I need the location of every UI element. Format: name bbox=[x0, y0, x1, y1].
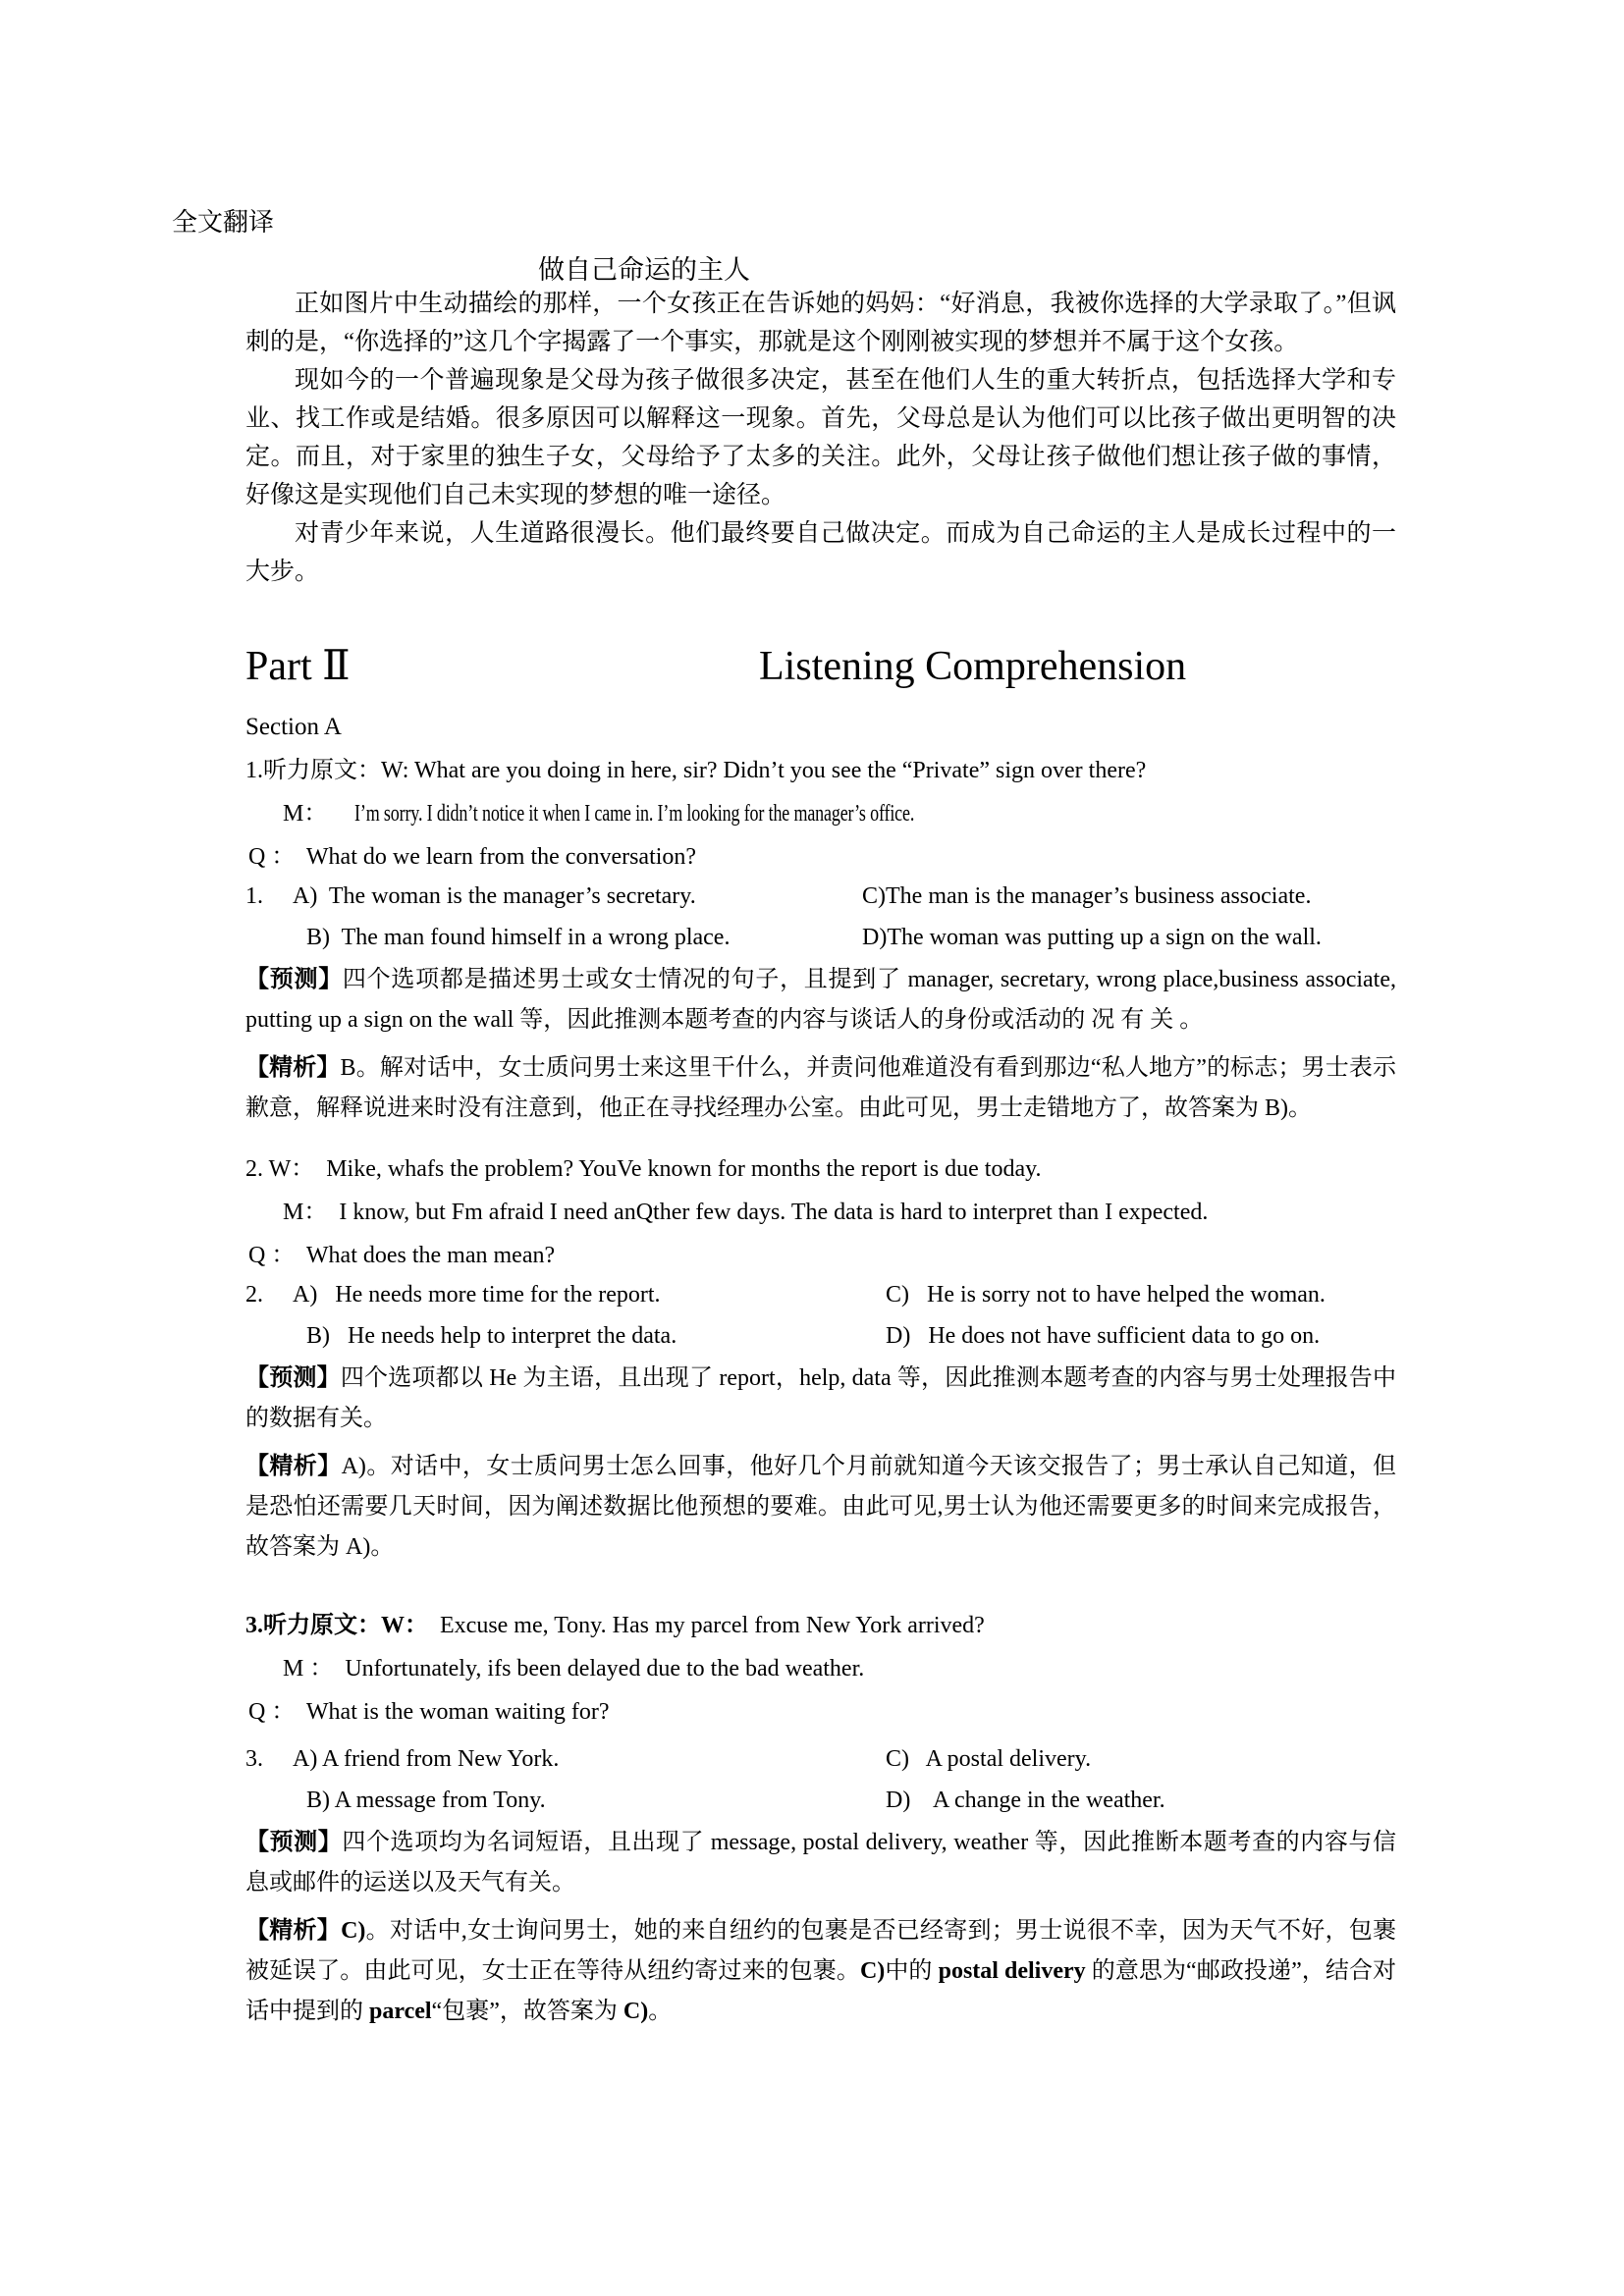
section-a-label: Section A bbox=[245, 714, 342, 740]
q3-analysis bbox=[245, 1911, 1396, 2032]
q3-option-b: B) A message from Tony. bbox=[306, 1788, 546, 1813]
q1-option-d: D)The woman was putting up a sign on the wall. bbox=[862, 925, 1322, 950]
q3-analysis-text-1: 。对话中,女士询问男士，她的来自纽约的包裹是否已经寄到；男士说很不幸，因为天气不好，包裹被延误了。由此可见，女士正在等待从纽约寄过来的包裹。 bbox=[245, 1918, 1397, 1984]
q3-number: 3. bbox=[245, 1746, 263, 1772]
part-title: Listening Comprehension bbox=[759, 644, 1187, 689]
q1-man-text: I’m sorry. I didn’t notice it when I came in. I’m looking for the manager’s office. bbox=[354, 801, 915, 827]
analysis-label: 【精析】 bbox=[245, 1454, 342, 1479]
q3-analysis-text-5: 。 bbox=[648, 1999, 673, 2024]
q3-transcript-text: Excuse me, Tony. Has my parcel from New York arrived? bbox=[428, 1613, 985, 1638]
q3-man-line: M ： Unfortunately, ifs been delayed due to the bad weather. bbox=[283, 1656, 865, 1682]
q3-analysis-keyword-postal-delivery: postal delivery bbox=[938, 1958, 1086, 1984]
q1-prediction bbox=[245, 960, 1396, 1041]
q2-question-line: Q ： What does the man mean? bbox=[248, 1243, 556, 1268]
q1-option-c: C)The man is the manager’s business associate. bbox=[862, 883, 1312, 909]
q1-transcript-line bbox=[245, 756, 1396, 785]
q3-option-d: D) A change in the weather. bbox=[886, 1788, 1165, 1813]
q2-option-b: B) He needs help to interpret the data. bbox=[306, 1323, 677, 1349]
q1-prediction-text: 四个选项都是描述男士或女士情况的句子，且提到了 manager, secretary, wrong place,business associate, putting up a sign on the wall 等，因此推测本题考查的内容与谈话人的身份或活动的 况 有 关 。 bbox=[245, 967, 1396, 1033]
q3-analysis-answer: C) bbox=[341, 1918, 366, 1944]
q1-analysis-text: B。解对话中，女士质问男士来这里干什么，并责问他难道没有看到那边“私人地方”的标志；男士表示歉意，解释说进来时没有注意到，他正在寻找经理办公室。由此可见，男士走错地方了，故答案为 B)。 bbox=[245, 1055, 1396, 1121]
q3-analysis-text-2: 中的 bbox=[885, 1958, 939, 1984]
q3-analysis-keyword-parcel: parcel bbox=[369, 1999, 432, 2024]
q3-prediction bbox=[245, 1823, 1396, 1903]
q2-options-row-1 bbox=[245, 1280, 1396, 1309]
q2-option-d: D) He does not have sufficient data to go on. bbox=[886, 1323, 1321, 1349]
q3-prediction-text: 四个选项均为名词短语，且出现了 message, postal delivery, weather 等，因此推断本题考查的内容与信息或邮件的运送以及天气有关。 bbox=[245, 1830, 1397, 1896]
q1-number-spacer bbox=[245, 923, 293, 952]
q2-analysis-text: A)。对话中，女士质问男士怎么回事，他好几个月前就知道今天该交报告了；男士承认自己知道，但是恐怕还需要几天时间，因为阐述数据比他预想的要难。由此可见,男士认为他还需要更多的时间来完成报告，故答案为 A)。 bbox=[245, 1454, 1396, 1560]
translation-paragraph-3: 对青少年来说，人生道路很漫长。他们最终要自己做决定。而成为自己命运的主人是成长过程中的一大步。 bbox=[245, 520, 1396, 585]
q3-option-c: C) A postal delivery. bbox=[886, 1746, 1092, 1772]
q3-transcript-label: 3.听力原文：W： bbox=[245, 1613, 428, 1638]
q2-options-row-2 bbox=[245, 1321, 1396, 1351]
q1-man-line bbox=[245, 799, 1396, 828]
q3-analysis-text-3: 的意思为“邮政投递”，结合对话中提到的 bbox=[245, 1958, 1397, 2024]
q3-analysis-answer: C) bbox=[859, 1958, 886, 1984]
q3-options-row-1 bbox=[245, 1744, 1396, 1774]
prediction-label: 【预测】 bbox=[245, 1830, 343, 1855]
prediction-label: 【预测】 bbox=[245, 967, 343, 992]
q2-prediction-text: 四个选项都以 He 为主语，且出现了 report，help, data 等，因此推测本题考查的内容与男士处理报告中的数据有关。 bbox=[245, 1365, 1396, 1431]
q3-option-a: A) A friend from New York. bbox=[293, 1746, 560, 1772]
q1-man-label: M： bbox=[283, 801, 328, 827]
q3-analysis-answer: C) bbox=[623, 1999, 649, 2024]
translation-title: 做自己命运的主人 bbox=[538, 255, 750, 285]
q3-analysis-text-4: “包裹”，故答案为 bbox=[431, 1999, 623, 2024]
main-column bbox=[245, 255, 1396, 2032]
q1-transcript-text: 1.听力原文：W: What are you doing in here, sir? Didn’t you see the “Private” sign over there? bbox=[245, 758, 1147, 783]
q2-prediction bbox=[245, 1359, 1396, 1439]
analysis-label: 【精析】 bbox=[245, 1055, 341, 1081]
part-number: Part Ⅱ bbox=[245, 644, 351, 689]
translation-paragraph-1: 正如图片中生动描绘的那样，一个女孩正在告诉她的妈妈：“好消息，我被你选择的大学录取了。”但讽刺的是，“你选择的”这几个字揭露了一个事实，那就是这个刚刚被实现的梦想并不属于这个女孩。 bbox=[245, 291, 1396, 355]
q1-options-row-1 bbox=[245, 881, 1396, 911]
analysis-label: 【精析】 bbox=[245, 1918, 342, 1944]
q3-number-spacer bbox=[245, 1786, 293, 1815]
q2-number-spacer bbox=[245, 1321, 293, 1351]
q1-question-line: Q ： What do we learn from the conversation? bbox=[248, 844, 697, 870]
q2-woman-line: 2. W： Mike, whafs the problem? YouVe known for months the report is due today. bbox=[245, 1156, 1042, 1182]
q1-analysis bbox=[245, 1048, 1396, 1129]
q1-option-b: B) The man found himself in a wrong place. bbox=[306, 925, 731, 950]
q2-option-c: C) He is sorry not to have helped the woman. bbox=[886, 1282, 1326, 1308]
q1-number: 1. bbox=[245, 883, 263, 909]
q3-question-line: Q ： What is the woman waiting for? bbox=[248, 1699, 610, 1725]
q2-option-a: A) He needs more time for the report. bbox=[293, 1282, 661, 1308]
translation-paragraph-2: 现如今的一个普遍现象是父母为孩子做很多决定，甚至在他们人生的重大转折点，包括选择大学和专业、找工作或是结婚。很多原因可以解释这一现象。首先，父母总是认为他们可以比孩子做出更明智的决定。而且，对于家里的独生子女，父母给予了太多的关注。此外，父母让孩子做他们想让孩子做的事情，好像这是实现他们自己未实现的梦想的唯一途径。 bbox=[245, 367, 1396, 508]
q1-option-a: A) The woman is the manager’s secretary. bbox=[293, 883, 696, 909]
translation-section-label: 全文翻译 bbox=[172, 208, 275, 237]
part-heading bbox=[245, 642, 1396, 691]
q2-analysis bbox=[245, 1447, 1396, 1568]
q2-man-line: M： I know, but Fm afraid I need anQther few days. The data is hard to interpret than I expected. bbox=[283, 1200, 1209, 1225]
q1-options-row-2 bbox=[245, 923, 1396, 952]
q3-transcript-line bbox=[245, 1611, 1396, 1640]
prediction-label: 【预测】 bbox=[245, 1365, 341, 1391]
q3-options-row-2 bbox=[245, 1786, 1396, 1815]
q2-number: 2. bbox=[245, 1282, 263, 1308]
